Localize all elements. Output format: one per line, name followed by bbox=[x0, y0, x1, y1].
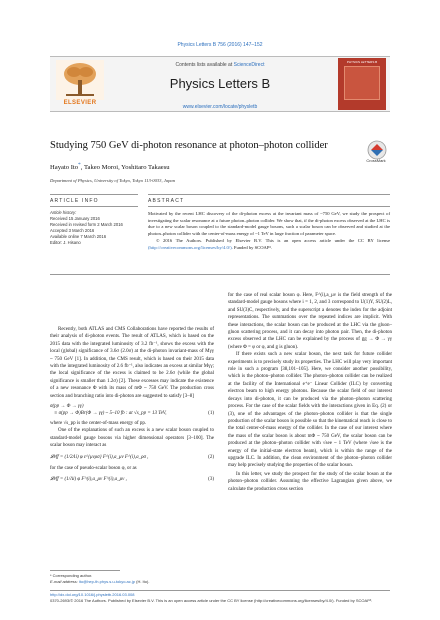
corresponding-author-note: * Corresponding author. bbox=[50, 573, 93, 578]
history-item: Editor: J. Hisano bbox=[50, 240, 81, 245]
author-name[interactable]: Yoshitaro Takaesu bbox=[121, 164, 170, 172]
abstract-body bbox=[148, 211, 390, 251]
journal-url-link[interactable]: www.elsevier.com/locate/physletb bbox=[182, 104, 258, 110]
history-item: Available online 7 March 2016 bbox=[50, 234, 107, 239]
author-name[interactable]: Takeo Moroi bbox=[83, 164, 119, 172]
copyright-text: © 2016 The Authors. Published by Elsevier B.V. This is an open access article under the CC BY license bbox=[156, 237, 390, 243]
doi-link[interactable]: http://dx.doi.org/10.1016/j.physletb.2016.03.008 bbox=[50, 592, 135, 597]
journal-cover-image[interactable] bbox=[338, 58, 386, 110]
cover-art bbox=[344, 66, 380, 100]
elsevier-tree-icon bbox=[56, 60, 104, 100]
footnote-divider bbox=[50, 570, 120, 571]
article-info-heading: ARTICLE INFO bbox=[50, 198, 99, 204]
equation-line: 𝓛eff = (1/2Λi) φ ε^{μνρσ} F^(i),a_μν F^(i),a_ρσ , bbox=[50, 454, 149, 460]
equation-3 bbox=[50, 476, 214, 483]
abstract-heading: ABSTRACT bbox=[148, 198, 185, 204]
abstract-text: Motivated by the recent LHC discovery of the di-photon excess at the invariant mass of ~750 GeV, we study the prospect of investigating the scalar resonance at a future photon–photon collider. We show that, if the di-photon excess observed at the LHC is due to a new scalar boson coupled to the standard-model gauge bosons, such a scalar boson can be observed and studied at the photon–photon collider with the center-of-mass energy of ~1 TeV in large fraction of parameter space. bbox=[148, 211, 390, 237]
paragraph: In this letter, we study the prospect for the study of the scalar boson at the photon–photon collider. Assuming the effective Lagrangian given above, we calculate the production cross section bbox=[228, 471, 392, 492]
article-history bbox=[50, 210, 140, 246]
contents-line bbox=[110, 62, 330, 68]
license-note: 0370-2693/© 2016 The Authors. Published by Elsevier B.V. This is an open access article under the CC BY license (http://creativecommons.org/licenses/by/4.0/). Funded by SCOAP³. bbox=[50, 597, 373, 603]
paragraph: If there exists such a new scalar boson, the next task for future collider experiments is to precisely study its properties. The LHC will play very important role in such a program [38,101–105]. Here, we consider another possibility, which is the photon–photon collider. The photon–photon collider can be realized at the facility of the International e⁺e⁻ Linear Collider (ILC) by converting electron beam to high energy photons. Because the scalar field of our interest decays into di-photon, it can be produced via the photon–photon scattering process. For the case of the scalar fields with the interactions given in Eq. (2) or (3), one of the advantages of the photon–photon collider is that the single production of the scalar boson is possible so that the kinematical reach is close to the total center-of-mass energy of the collider. In the case of our interest where the mass of the scalar boson is about mΦ ~ 750 GeV, the scalar boson can be produced at the photon–photon collider with √see ~ 1 TeV (where √see is the energy of the initial-state electron beam), which is within the range of the upgrade ILC. In addition, the clean environment of the photon–photon collider may help precisely studying the properties of the scalar boson. bbox=[228, 352, 392, 469]
divider bbox=[148, 206, 390, 207]
paragraph: One of the explanations of such an excess is a new scalar boson coupled to standard-model gauge bosons via higher dimensional operators [3–100]. The scalar boson may interact as bbox=[50, 428, 214, 449]
email-link[interactable]: ito@hep-th.phys.s.u-tokyo.ac.jp bbox=[78, 578, 135, 584]
journal-title[interactable]: Physics Letters B bbox=[169, 76, 271, 91]
divider bbox=[50, 274, 390, 275]
author-name[interactable]: Hayato Ito bbox=[50, 164, 79, 172]
publication-info bbox=[50, 592, 390, 603]
paper-title: Studying 750 GeV di-photon resonance at photon–photon collider bbox=[50, 140, 328, 151]
divider bbox=[50, 590, 390, 591]
history-label: Article history: bbox=[50, 210, 77, 215]
divider bbox=[50, 194, 138, 195]
publisher-name: ELSEVIER bbox=[63, 100, 97, 106]
footnotes bbox=[50, 573, 390, 584]
email-label: E-mail address: bbox=[50, 578, 79, 584]
equation-line: ≡ σ(pp → Φ)Br(Φ → γγ) ~ 5–10 fb : at √s_pp = 13 TeV, bbox=[54, 411, 167, 417]
journal-reference[interactable]: Physics Letters B 756 (2016) 147–152 bbox=[177, 42, 263, 48]
crossmark-label: CrossMark bbox=[366, 158, 386, 163]
paragraph: for the case of pseudo-scalar boson φ, or as bbox=[50, 465, 137, 471]
author-list: Hayato Ito*, Takeo Moroi, Yoshitaro Takaesu bbox=[50, 162, 170, 172]
history-item: Received in revised form 2 March 2016 bbox=[50, 222, 123, 227]
email-note bbox=[50, 579, 390, 585]
divider bbox=[50, 206, 138, 207]
corresponding-mark[interactable]: * bbox=[78, 162, 81, 168]
affiliation: Department of Physics, University of Tokyo, Tokyo 113-0033, Japan bbox=[50, 178, 175, 183]
equation-2 bbox=[50, 454, 214, 461]
left-body-column bbox=[50, 326, 214, 483]
right-body-column bbox=[228, 292, 392, 494]
cover-title: PHYSICS LETTERS B bbox=[346, 60, 378, 64]
equation-line: σ(pp → Φ → γγ) bbox=[50, 404, 84, 410]
divider bbox=[148, 194, 390, 195]
history-item: Accepted 3 March 2016 bbox=[50, 228, 95, 233]
email-suffix: (H. Ito). bbox=[135, 578, 150, 584]
sciencedirect-link[interactable]: ScienceDirect bbox=[233, 62, 265, 68]
equation-number[interactable]: (2) bbox=[208, 454, 214, 460]
copyright-notice bbox=[148, 238, 390, 251]
equation-number[interactable]: (1) bbox=[208, 411, 214, 417]
equation-number[interactable]: (3) bbox=[208, 477, 214, 483]
funding-text: . Funded by SCOAP³. bbox=[231, 244, 272, 250]
paragraph: for the case of real scalar boson φ. Here, F^(i),a_μν is the field strength of the standard-model gauge bosons where i = 1, 2, and 3 correspond to U(1)Y, SU(2)L, and SU(3)C, respectively, and the superscript a denotes the index for the adjoint representations. The summations over the repeated indices are implicit. With these interactions, the scalar boson can be produced at the LHC via the gluon–gluon scattering process, and it can decay into photon pair. Then, the di-photon excess observed at the LHC can be explained by the process of gg → Φ → γγ (where Φ = φ or φ, and g is gluon). bbox=[228, 293, 392, 350]
contents-prefix: Contents lists available at bbox=[175, 62, 234, 68]
paragraph: where √s_pp is the center-of-mass energy of pp. bbox=[50, 421, 147, 427]
paragraph: Recently, both ATLAS and CMS Collaborations have reported the results of their analysis of di-photon events. The result of ATLAS, which is based on the 2015 data with the integrated luminosity of 3.2 fb⁻¹, shows the excess with the local (global) significance of 3.6σ (2.0σ) at the di-photon invariant-mass of Mγγ ~ 750 GeV [1]. In addition, the CMS result, which is based on their 2015 data with the integrated luminosity of 2.6 fb⁻¹, also indicates an excess at similar Mγγ; the local significance of the excess is claimed to be 2.6σ (while the global significance is smaller than 1.2σ) [2]. These excesses may indicate the existence of a new resonance Φ with its mass of mΦ ~ 750 GeV. The production cross section and branching ratio into di-photon are suggested to satisfy [3–8] bbox=[50, 327, 214, 399]
license-link[interactable]: (http://creativecommons.org/licenses/by/4.0/) bbox=[148, 244, 232, 250]
equation-1 bbox=[50, 403, 214, 417]
history-item: Received 15 January 2016 bbox=[50, 216, 100, 221]
equation-line: 𝓛eff = (1/Λi) φ F^(i),a_μν F^(i),a_μν , bbox=[50, 477, 127, 483]
